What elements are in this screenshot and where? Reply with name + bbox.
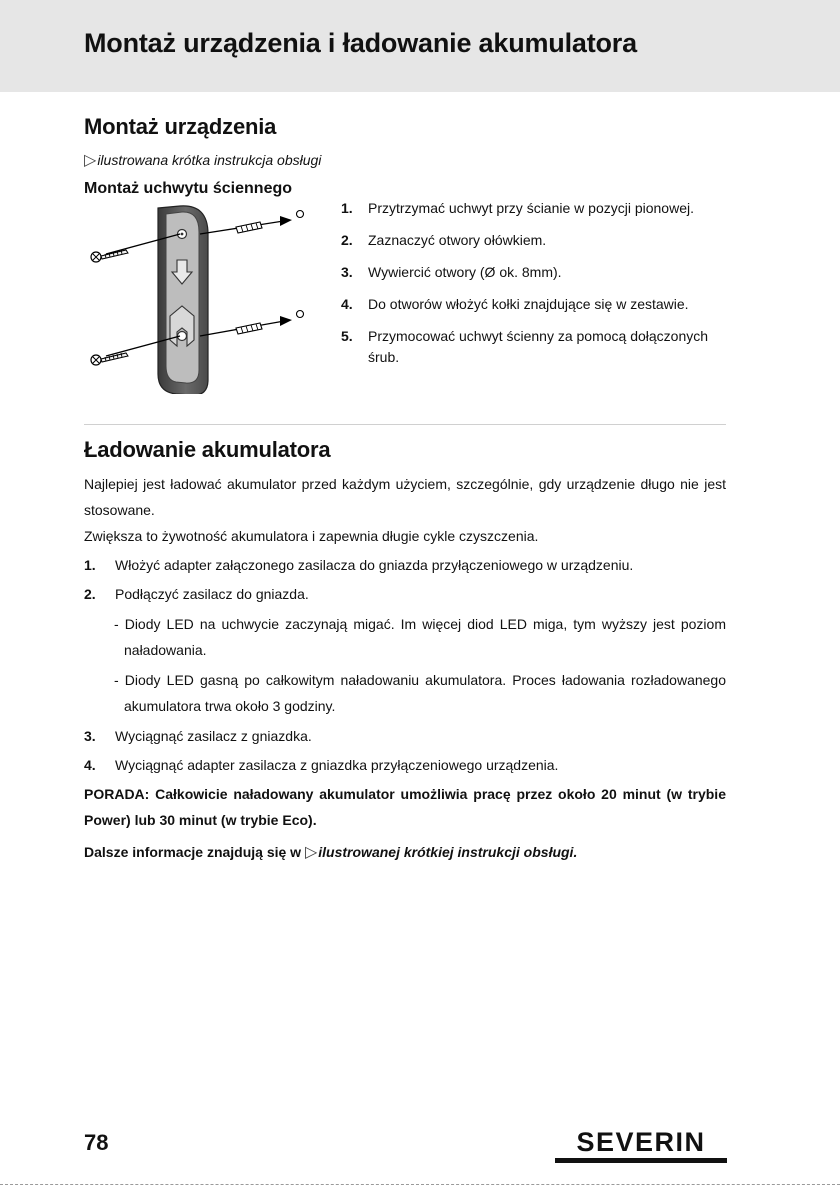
step-text: Do otworów włożyć kołki znajdujące się w zestawie.	[368, 296, 689, 312]
step-text: Zaznaczyć otwory ołówkiem.	[368, 232, 547, 248]
triangle-icon: ▷	[84, 152, 97, 169]
screw-top-icon	[91, 250, 128, 262]
step-number: 1.	[341, 200, 353, 216]
wall-mount-title: Montaż uchwytu ściennego	[84, 180, 293, 197]
section-divider	[84, 424, 726, 425]
list-item	[341, 230, 731, 251]
triangle-icon: ▷	[304, 844, 318, 861]
content	[84, 114, 726, 862]
quick-guide-reference	[84, 150, 726, 170]
page-number: 78	[84, 1130, 109, 1155]
step-number: 3.	[84, 728, 96, 744]
list-item	[84, 552, 726, 578]
more-info-reference: ilustrowanej krótkiej instrukcji obsługi.	[318, 844, 578, 860]
step-text: Podłączyć zasilacz do gniazda.	[115, 586, 309, 602]
step-number: 2.	[84, 586, 96, 602]
mounting-steps	[341, 198, 731, 379]
step-text: Włożyć adapter załączonego zasilacza do gniazda przyłączeniowego w urządzeniu.	[115, 557, 634, 573]
list-item	[84, 752, 726, 778]
step-text: Wywiercić otwory (Ø ok. 8mm).	[368, 264, 562, 280]
step-text: Przymocować uchwyt ścienny za pomocą dołączonych śrub.	[368, 328, 709, 365]
charging-steps-continued	[84, 723, 726, 778]
charging-intro-1: Najlepiej jest ładować akumulator przed każdym użyciem, szczególnie, gdy urządzenie długo nie jest stosowane.	[84, 476, 726, 518]
list-item: - Diody LED na uchwycie zaczynają migać. Im więcej diod LED miga, tym wyższy jest poziom naładowania.	[114, 616, 726, 658]
list-item	[341, 294, 731, 315]
charging-section-title: Ładowanie akumulatora	[84, 437, 331, 462]
step-number: 2.	[341, 232, 353, 248]
dowel-top-icon	[236, 211, 304, 234]
list-item	[341, 326, 731, 368]
wall-mount-illustration	[84, 198, 314, 394]
quick-guide-reference-text: ilustrowana krótka instrukcja obsługi	[97, 152, 322, 168]
dowel-bottom-icon	[236, 311, 304, 335]
list-item	[84, 581, 726, 607]
brand-text: SEVERIN	[576, 1127, 706, 1157]
list-item: - Diody LED gasną po całkowitym naładowaniu akumulatora. Proces ładowania rozładowanego akumulatora trwa około 3 godziny.	[114, 672, 726, 714]
mounting-section-title: Montaż urządzenia	[84, 114, 277, 139]
step-number: 3.	[341, 264, 353, 280]
more-info	[84, 842, 726, 862]
led-notes	[84, 611, 726, 719]
charging-intro-2: Zwiększa to żywotność akumulatora i zapewnia długie cykle czyszczenia.	[84, 528, 539, 544]
step-number: 1.	[84, 557, 96, 573]
tip-text: PORADA: Całkowicie naładowany akumulator umożliwia pracę przez około 20 minut (w trybie Power) lub 30 minut (w trybie Eco).	[84, 786, 726, 828]
charging-steps	[84, 552, 726, 607]
more-info-prefix: Dalsze informacje znajdują się w	[84, 844, 302, 860]
list-item	[84, 723, 726, 749]
step-number: 5.	[341, 328, 353, 344]
step-number: 4.	[84, 757, 96, 773]
step-number: 4.	[341, 296, 353, 312]
severin-logo	[555, 1127, 727, 1165]
page-title: Montaż urządzenia i ładowanie akumulatora	[84, 28, 637, 58]
list-item	[341, 198, 731, 219]
step-text: Wyciągnąć zasilacz z gniazdka.	[115, 728, 312, 744]
header-band	[0, 0, 840, 92]
list-item	[341, 262, 731, 283]
step-text: Wyciągnąć adapter zasilacza z gniazdka przyłączeniowego urządzenia.	[115, 757, 559, 773]
page-edge-rule	[0, 1184, 840, 1185]
step-text: Przytrzymać uchwyt przy ścianie w pozycji pionowej.	[368, 200, 694, 216]
wall-mount-row	[84, 198, 726, 424]
